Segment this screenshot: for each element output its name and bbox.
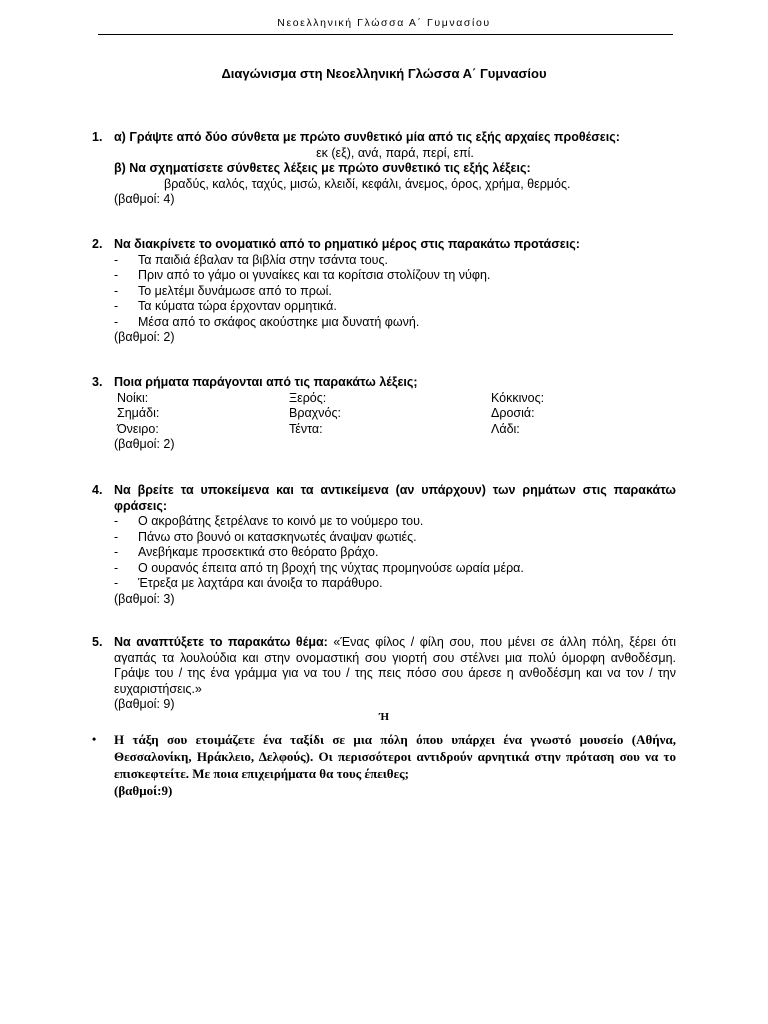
list-item: - Έτρεξα με λαχτάρα και άνοιξα το παράθυρο. xyxy=(114,576,383,590)
question-4 xyxy=(92,483,676,607)
bullet-icon: • xyxy=(92,732,97,746)
list-item: - Ο ακροβάτης ξετρέλανε το κοινό με το νούμερο του. xyxy=(114,514,424,528)
q5-prompt-lead: Να αναπτύξετε το παρακάτω θέμα: xyxy=(114,635,328,649)
q1-part-a: α) Γράψτε από δύο σύνθετα με πρώτο συνθετικό μία από τις εξής αρχαίες προθέσεις: xyxy=(114,130,620,144)
question-number: 5. xyxy=(92,635,103,649)
list-item: - Ο ουρανός έπειτα από τη βροχή της νύχτας προμηνούσε ωραία μέρα. xyxy=(114,560,524,575)
q2-grade: (βαθμοί: 2) xyxy=(114,330,175,344)
q1-part-a-words: εκ (εξ), ανά, παρά, περί, επί. xyxy=(316,145,474,160)
question-3 xyxy=(92,375,676,453)
question-number: 4. xyxy=(92,483,103,497)
q5-grade: (βαθμοί: 9) xyxy=(114,697,175,711)
q5-prompt xyxy=(114,635,676,697)
word-cell: Κόκκινος: xyxy=(491,390,545,405)
q1-grade: (βαθμοί: 4) xyxy=(114,192,175,206)
word-cell: Σημάδι: xyxy=(117,406,160,420)
alt-text: Η τάξη σου ετοιμάζετε ένα ταξίδι σε μια πόλη όπου υπάρχει ένα γνωστό μουσείο (Αθήνα, Θεσσαλονίκη, Ηράκλειο, Δελφούς). Οι περισσότεροι αντιδρούν αρνητικά στην πρόταση σου να το επισκεφτείτε. Με ποια επιχειρήματα θα τους έπειθες; xyxy=(114,732,676,781)
list-item: - Πάνω στο βουνό οι κατασκηνωτές άναψαν φωτιές. xyxy=(114,529,417,544)
q5-prompt-text: «Ένας φίλος / φίλη σου, που μένει σε άλλη πόλη, ξέρει ότι αγαπάς τα λουλούδια και στην ονομαστική σου γιορτή σου στέλνει μια πολύ όμορφη ανθοδέσμη. Γράψε του / της ένα γράμμα για να του / της πεις πόσο σου άρεσε η ανθοδέσμη και να τον / την ευχαριστήσεις.» xyxy=(114,635,676,696)
or-separator: Ή xyxy=(378,711,389,723)
question-number: 3. xyxy=(92,375,103,389)
question-number: 1. xyxy=(92,130,103,144)
q3-grade: (βαθμοί: 2) xyxy=(114,437,175,451)
q4-prompt: Να βρείτε τα υποκείμενα και τα αντικείμενα (αν υπάρχουν) των ρημάτων στις παρακάτω φράσεις: xyxy=(114,483,676,513)
list-item: - Μέσα από το σκάφος ακούστηκε μια δυνατή φωνή. xyxy=(114,314,420,329)
word-cell: Βραχνός: xyxy=(289,406,341,420)
question-1 xyxy=(92,130,676,208)
word-cell: Δροσιά: xyxy=(491,406,535,420)
q1-part-b: β) Να σχηματίσετε σύνθετες λέξεις με πρώτο συνθετικό τις εξής λέξεις: xyxy=(114,161,531,175)
word-cell: Τέντα: xyxy=(289,421,323,436)
running-header: Νεοελληνική Γλώσσα Α΄ Γυμνασίου xyxy=(277,17,491,29)
word-cell: Ξερός: xyxy=(289,390,327,405)
question-number: 2. xyxy=(92,237,103,251)
list-item: - Τα κύματα τώρα έρχονταν ορμητικά. xyxy=(114,299,337,313)
list-item: - Το μελτέμι δυνάμωσε από το πρωί. xyxy=(114,283,332,298)
question-2 xyxy=(92,237,676,346)
word-row xyxy=(114,422,676,438)
list-item: - Τα παιδιά έβαλαν τα βιβλία στην τσάντα τους. xyxy=(114,252,388,267)
word-row xyxy=(114,391,676,407)
q1-part-b-words: βραδύς, καλός, ταχύς, μισώ, κλειδί, κεφάλι, άνεμος, όρος, χρήμα, θερμός. xyxy=(164,176,571,191)
word-cell: Νοίκι: xyxy=(117,390,149,405)
list-item: - Πριν από το γάμο οι γυναίκες και τα κορίτσια στολίζουν τη νύφη. xyxy=(114,268,491,282)
word-row xyxy=(114,406,676,422)
alternative-topic xyxy=(92,731,676,799)
q4-grade: (βαθμοί: 3) xyxy=(114,591,175,606)
q2-prompt: Να διακρίνετε το ονοματικό από το ρηματικό μέρος στις παρακάτω προτάσεις: xyxy=(114,237,580,251)
word-cell: Όνειρο: xyxy=(117,421,159,436)
header-divider xyxy=(98,34,673,35)
word-cell: Λάδι: xyxy=(491,421,520,436)
question-5 xyxy=(92,635,676,713)
alt-grade: (βαθμοί:9) xyxy=(114,783,173,798)
list-item: - Ανεβήκαμε προσεκτικά στο θεόρατο βράχο. xyxy=(114,545,379,559)
q3-prompt: Ποια ρήματα παράγονται από τις παρακάτω λέξεις; xyxy=(114,375,418,389)
page-title: Διαγώνισμα στη Νεοελληνική Γλώσσα Α΄ Γυμνασίου xyxy=(221,66,547,81)
